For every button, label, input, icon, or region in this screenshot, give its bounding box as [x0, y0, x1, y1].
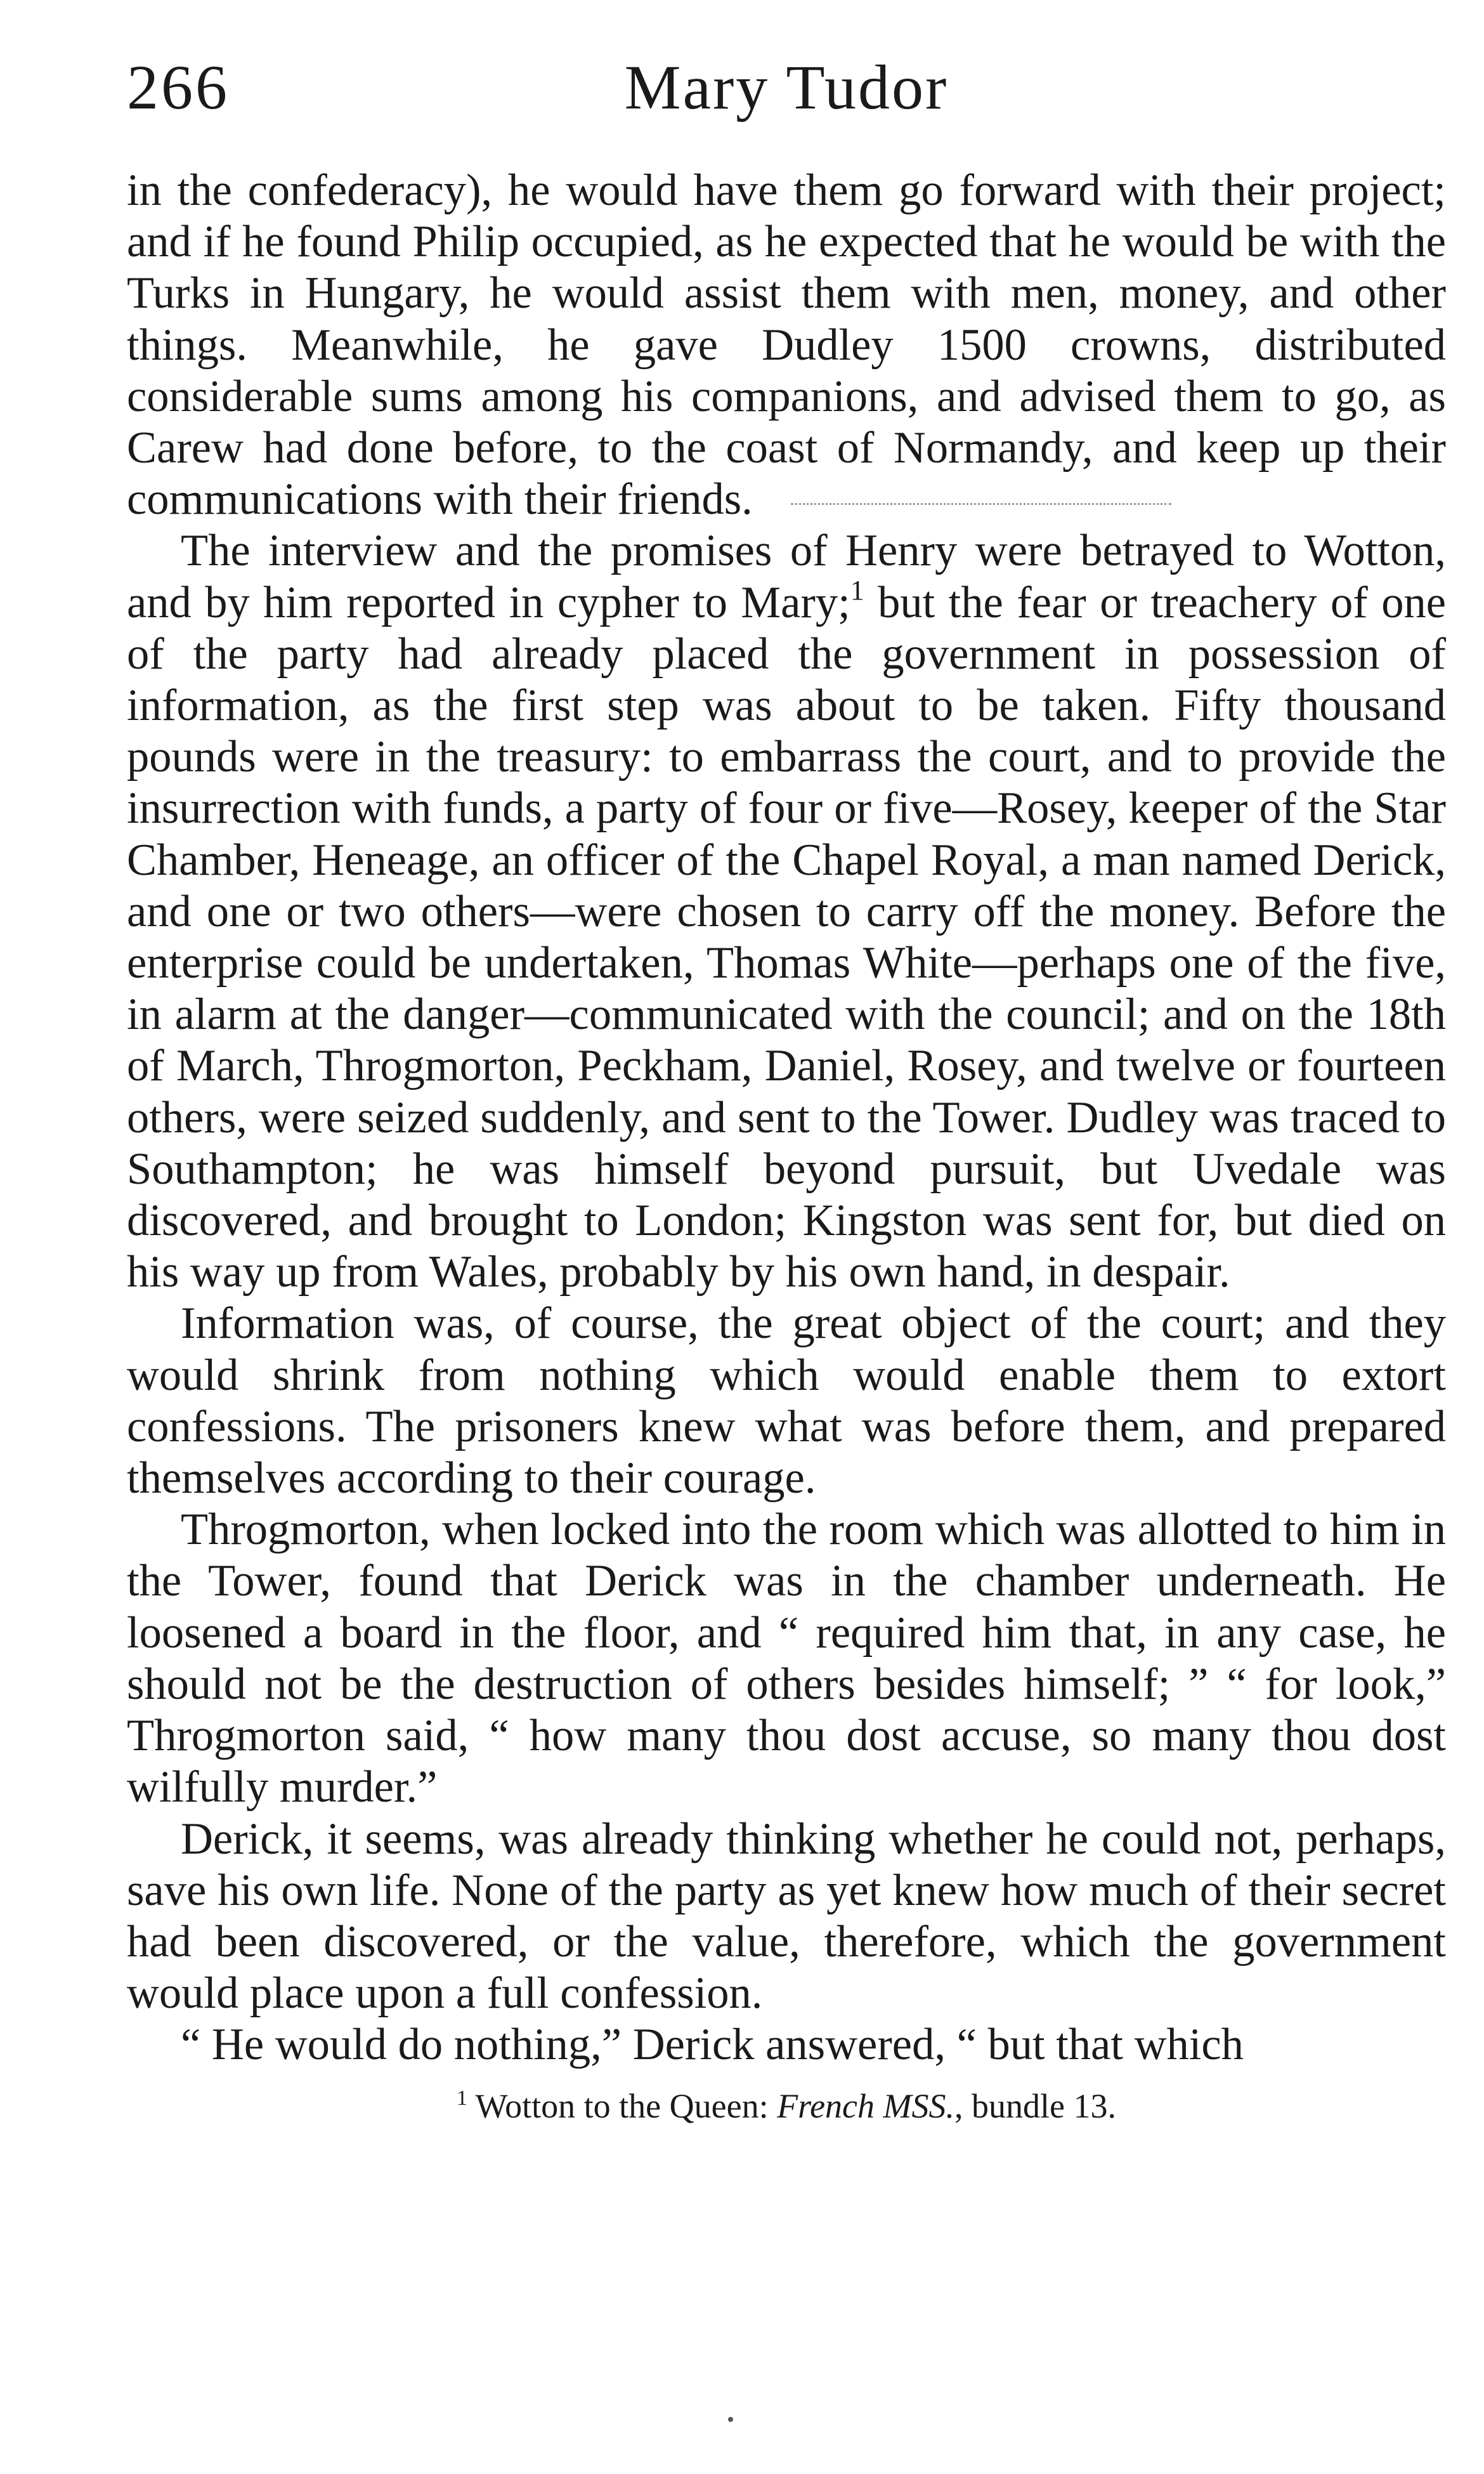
paragraph: “ He would do nothing,” Derick answered, “ but that which — [181, 2020, 1244, 2070]
footnote-text: Wotton to the Queen: — [475, 2086, 778, 2125]
stray-mark — [791, 503, 1171, 505]
paragraph-text: in the confederacy), he would have them go forward with their project; and if he found Philip occupied, as he expected that he would be with the Turks in Hungary, he would assist them with men, money, and other things. Meanwhile, he gave Dudley 1500 crowns, distributed considerable sums among his companions, and advised them to go, as Carew had done before, to the coast of Normandy, and keep up their communications with their friends. — [127, 166, 1446, 525]
paragraph: Throgmorton, when locked into the room which was allotted to him in the Tower, found that Derick was in the chamber underneath. He loosened a board in the floor, and “ required him that, in any case, he should not be the destruction of others besides himself; ” “ for look,” Throgmorton said, “ how many thou dost accuse, so many thou dost wilfully murder.” — [127, 1505, 1446, 1812]
running-title: Mary Tudor — [624, 52, 949, 122]
footnotes — [127, 2084, 1446, 2128]
paragraph — [127, 525, 1446, 1298]
stray-dot — [728, 2417, 733, 2422]
paragraph-text: The interview and the promises of Henry were betrayed to Wotton, and by him reported in cypher to Mary; — [127, 526, 1446, 627]
page-number: 266 — [127, 52, 230, 122]
footnote — [127, 2084, 1446, 2128]
body-text — [127, 165, 1446, 2071]
page-header — [127, 44, 1446, 140]
footnote-text-after: , bundle 13. — [954, 2086, 1116, 2125]
footnote-source: French MSS. — [777, 2086, 955, 2125]
footnote-reference: 1 — [850, 574, 864, 606]
paragraph-text: but the fear or treachery of one of the party had already placed the government in possession of information, as the first step was about to be taken. Fifty thousand pounds were in the treasury: to embarrass the court, and to provide the insurrection with funds, a party of four or five—Rosey, keeper of the Star Chamber, Heneage, an officer of the Chapel Royal, a man named Derick, and one or two others—were chosen to carry off the money. Before the enterprise could be undertaken, Thomas White—perhaps one of the five, in alarm at the danger—communicated with the council; and on the 18th of March, Throgmorton, Peckham, Daniel, Rosey, and twelve or fourteen others, were seized suddenly, and sent to the Tower. Dudley was traced to Southampton; he was himself beyond pursuit, but Uvedale was discovered, and brought to London; Kingston was sent for, but died on his way up from Wales, probably by his own hand, in despair. — [127, 577, 1446, 1297]
paragraph: Derick, it seems, was already thinking whether he could not, perhaps, save his own life. None of the party as yet knew how much of their secret had been discovered, or the value, therefore, which the government would place upon a full confession. — [127, 1814, 1446, 2019]
paragraph: Information was, of course, the great object of the court; and they would shrink from nothing which would enable them to extort confessions. The prisoners knew what was before them, and prepared themselves according to their courage. — [127, 1299, 1446, 1503]
footnote-marker: 1 — [457, 2086, 467, 2110]
paragraph — [127, 165, 1446, 525]
book-page — [127, 44, 1446, 2128]
